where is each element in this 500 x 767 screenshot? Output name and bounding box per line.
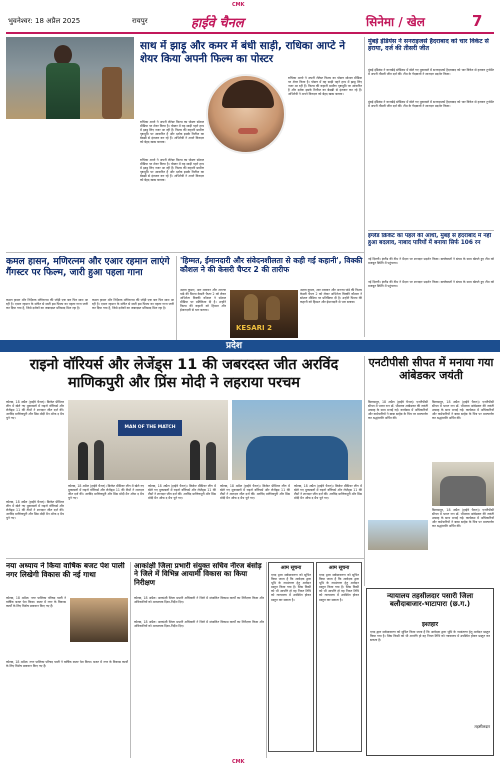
ntpc-body-3: बिलासपुर, 18 अप्रैल (हाईवे चैनल)। एनटीपीसी सीपत में भारत रत्न डॉ. भीमराव आंबेडकर की जयंती उत्साह के साथ मनाई गई। कार्यक्रम में अधिकारियों और कर्मचारियों ने बाबा साहेब के चित्र पर माल्यार्पण कर श्रद्धांजलि अर्पित की।: [432, 508, 494, 529]
divider: [368, 230, 494, 231]
actress-portrait-photo: [206, 74, 286, 154]
pradesh-body-4: कोरबा, 18 अप्रैल (हाईवे चैनल)। क्रिकेट प्रीमियर लीग में खेले गए मुकाबलों में राइनो वॉरियर्स और लेजेंड्स 11 की टीमों ने शानदार जीत दर्ज की। अरविंद माणिकपुरी और प्रिंस मोदी मैन ऑफ द मैच चुने गए।: [220, 484, 290, 501]
rahman-body-2: कमल हासन और निर्देशक मणिरत्नम की जोड़ी एक बार फिर साथ आ रही है। एआर रहमान के संगीत से सजी इस फिल्म का पहला गाना जारी कर दिया गया है, जिसे दर्शकों का जबरदस्त प्रतिसाद मिल रहा है।: [92, 298, 174, 311]
kesari-body: अक्षय कुमार, आर माधवन और अनन्या पांडे की फिल्म केसरी चैप्टर 2 को लेकर अभिनेता विक्की कौशल ने सोशल मीडिया पर प्रतिक्रिया दी है। उन्होंने फिल्म की कहानी को हिम्मत और ईमानदारी से भरा बताया।: [180, 288, 226, 313]
divider: [364, 356, 365, 586]
notice-title-1: आम सूचना: [280, 565, 302, 571]
side-headline-mi: मुंबई इंडियंस ने सनराइजर्स हैदराबाद को चार विकेट से हराया, दर्ज की तीसरी जीत: [368, 38, 489, 53]
pradesh-headline: राइनो वॉरियर्स और लेजेंड्स 11 की जबरदस्त जीत अरविंद माणिकपुरी और प्रिंस मोदी ने लहराया परचम: [29, 357, 339, 391]
notice-box-2: [316, 562, 362, 752]
pradesh-body-1: कोरबा, 18 अप्रैल (हाईवे चैनल)। क्रिकेट प्रीमियर लीग में खेले गए मुकाबलों में राइनो वॉरियर्स और लेजेंड्स 11 की टीमों ने शानदार जीत दर्ज की। अरविंद माणिकपुरी और प्रिंस मोदी मैन ऑफ द मैच चुने गए।: [6, 400, 64, 421]
cinema-body-lower: राधिका आप्टे ने अपनी लेटेस्ट फिल्म का पोस्टर सोशल मीडिया पर शेयर किया है। पोस्टर में वह साड़ी पहने हाथ में झाड़ू लिए नजर आ रही हैं। फिल्म की कहानी ग्रामीण पृष्ठभूमि पर आधारित है और दर्शक इसके रिलीज का बेसब्री से इंतजार कर रहे हैं। अभिनेत्री ने अपने किरदार को बेहद खास बताया।: [140, 158, 204, 183]
bottom-logo: CMK: [232, 759, 245, 765]
masthead-city: रायपुर: [132, 17, 148, 25]
pradesh-body-6: कोरबा, 18 अप्रैल (हाईवे चैनल)। क्रिकेट प्रीमियर लीग में खेले गए मुकाबलों में राइनो वॉरियर्स और लेजेंड्स 11 की टीमों ने शानदार जीत दर्ज की। अरविंद माणिकपुरी और प्रिंस मोदी मैन ऑफ द मैच चुने गए।: [6, 500, 64, 521]
paper-logo: हाईवे चैनल: [191, 16, 244, 31]
notice-box-1: [268, 562, 314, 752]
pradesh-body-5: कोरबा, 18 अप्रैल (हाईवे चैनल)। क्रिकेट प्रीमियर लीग में खेले गए मुकाबलों में राइनो वॉरियर्स और लेजेंड्स 11 की टीमों ने शानदार जीत दर्ज की। अरविंद माणिकपुरी और प्रिंस मोदी मैन ऑफ द मैच चुने गए।: [294, 484, 362, 501]
pms-body: कोरबा, 18 अप्रैल। आकांक्षी जिला प्रभारी अधिकारी ने जिले में संचालित विकास कार्यों का निरीक्षण किया और अधिकारियों को आवश्यक दिशा-निर्देश दिए।: [134, 596, 264, 605]
pradesh-body-2: कोरबा, 18 अप्रैल (हाईवे चैनल)। क्रिकेट प्रीमियर लीग में खेले गए मुकाबलों में राइनो वॉरियर्स और लेजेंड्स 11 की टीमों ने शानदार जीत दर्ज की। अरविंद माणिकपुरी और प्रिंस मोदी मैन ऑफ द मैच चुने गए।: [68, 484, 144, 501]
rahman-headline: कमल हासन, मणिरत्नम और एआर रहमान लाएंगे गैंगस्टर पर फिल्म, जारी हुआ पहला गाना: [6, 256, 170, 278]
kesari-poster-title: KESARI 2: [236, 324, 272, 332]
pms-headline: आकांक्षी जिला प्रभारी संयुक्त सचिव नीरज बंसोड़ ने जिले में विभिन्न आयामी विकास का किया निरीक्षण: [134, 562, 262, 587]
ntpc-body-1: बिलासपुर, 18 अप्रैल (हाईवे चैनल)। एनटीपीसी सीपत में भारत रत्न डॉ. भीमराव आंबेडकर की जयंती उत्साह के साथ मनाई गई। कार्यक्रम में अधिकारियों और कर्मचारियों ने बाबा साहेब के चित्र पर माल्यार्पण कर श्रद्धांजलि अर्पित की।: [368, 400, 428, 421]
rahman-body: कमल हासन और निर्देशक मणिरत्नम की जोड़ी एक बार फिर साथ आ रही है। एआर रहमान के संगीत से सजी इस फिल्म का पहला गाना जारी कर दिया गया है, जिसे दर्शकों का जबरदस्त प्रतिसाद मिल रहा है।: [6, 298, 88, 311]
court-seal: तहसीलदार: [474, 724, 490, 729]
ntpc-group-photo: [368, 520, 428, 550]
ntpc-event-photo: [432, 462, 494, 506]
pms-body-2: कोरबा, 18 अप्रैल। आकांक्षी जिला प्रभारी अधिकारी ने जिले में संचालित विकास कार्यों का निरीक्षण किया और अधिकारियों को आवश्यक दिशा-निर्देश दिए।: [134, 620, 264, 629]
notice-body-1: एतद द्वारा सर्वसाधारण को सूचित किया जाता है कि आवेदक द्वारा भूमि के नामांतरण हेतु आवेदन प्रस्तुत किया गया है। जिस किसी को भी आपत्ति हो वह नियत तिथि को न्यायालय में उपस्थित होकर प्रस्तुत कर सकता है।: [271, 573, 311, 602]
court-notice: [366, 588, 494, 756]
kesari-body-2: अक्षय कुमार, आर माधवन और अनन्या पांडे की फिल्म केसरी चैप्टर 2 को लेकर अभिनेता विक्की कौशल ने सोशल मीडिया पर प्रतिक्रिया दी है। उन्होंने फिल्म की कहानी को हिम्मत और ईमानदारी से भरा बताया।: [300, 288, 362, 305]
masthead-band: [6, 10, 494, 34]
divider: [176, 256, 177, 340]
ishtahar-title: इश्तहार: [421, 621, 439, 628]
side-headline-england: इंग्लैंड क्रिकेट का पहले की आंधी, मुंबई से हैदराबाद में नहीं हुआ बदलाव, नाबाद पारियों में बनाया सिर्फ 106 रन: [368, 233, 492, 246]
udyog-portrait-photo: [70, 598, 128, 642]
divider: [266, 562, 267, 758]
page-number: 7: [472, 12, 483, 30]
cinema-body-lower-2: राधिका आप्टे ने अपनी लेटेस्ट फिल्म का पोस्टर सोशल मीडिया पर शेयर किया है। पोस्टर में वह साड़ी पहने हाथ में झाड़ू लिए नजर आ रही हैं। फिल्म की कहानी ग्रामीण पृष्ठभूमि पर आधारित है और दर्शक इसके रिलीज का बेसब्री से इंतजार कर रहे हैं। अभिनेत्री ने अपने किरदार को बेहद खास बताया।: [140, 120, 204, 145]
award-banner: MAN OF THE MATCH: [118, 420, 182, 436]
court-body: एतद द्वारा सर्वसाधारण को सूचित किया जाता है कि आवेदक द्वारा भूमि के नामांतरण हेतु आवेदन प्रस्तुत किया गया है। जिस किसी को भी आपत्ति हो वह नियत तिथि को न्यायालय में उपस्थित होकर प्रस्तुत कर सकता है।: [370, 630, 490, 643]
ntpc-body-2: बिलासपुर, 18 अप्रैल (हाईवे चैनल)। एनटीपीसी सीपत में भारत रत्न डॉ. भीमराव आंबेडकर की जयंती उत्साह के साथ मनाई गई। कार्यक्रम में अधिकारियों और कर्मचारियों ने बाबा साहेब के चित्र पर माल्यार्पण कर श्रद्धांजलि अर्पित की।: [432, 400, 494, 421]
cinema-body: राधिका आप्टे ने अपनी लेटेस्ट फिल्म का पोस्टर सोशल मीडिया पर शेयर किया है। पोस्टर में वह साड़ी पहने हाथ में झाड़ू लिए नजर आ रही हैं। फिल्म की कहानी ग्रामीण पृष्ठभूमि पर आधारित है और दर्शक इसके रिलीज का बेसब्री से इंतजार कर रहे हैं। अभिनेत्री ने अपने किरदार को बेहद खास बताया।: [288, 76, 362, 97]
actress-saree-photo: [6, 37, 134, 119]
side-body-england: नई दिल्ली। इंग्लैंड की टीम ने मैदान पर शानदार प्रदर्शन किया। बल्लेबाजों ने संयम के साथ खेलते हुए टीम को मजबूत स्थिति में पहुंचाया।: [368, 257, 494, 266]
divider: [6, 558, 364, 559]
court-headline: न्यायालय तहसीलदार पसारी जिला बलौदाबाजार-भाटापारा (छ.ग.): [386, 592, 474, 609]
side-body-mi: मुंबई इंडियंस ने वानखेड़े स्टेडियम में खेले गए मुकाबले में सनराइजर्स हैदराबाद को चार विकेट से हराकर टूर्नामेंट में अपनी तीसरी जीत दर्ज की। टीम के गेंदबाजों ने शानदार प्रदर्शन किया।: [368, 68, 494, 77]
notice-body-2: एतद द्वारा सर्वसाधारण को सूचित किया जाता है कि आवेदक द्वारा भूमि के नामांतरण हेतु आवेदन प्रस्तुत किया गया है। जिस किसी को भी आपत्ति हो वह नियत तिथि को न्यायालय में उपस्थित होकर प्रस्तुत कर सकता है।: [319, 573, 359, 602]
masthead-date: भुवनेश्वर: 18 अप्रैल 2025: [8, 17, 81, 25]
pradesh-band: [0, 340, 500, 352]
divider: [364, 37, 365, 337]
udyog-headline: नया अध्याय ने किया वार्षिक बजट पेश पाली नगर लिखेगी विकास की नई गाथा: [6, 562, 125, 579]
top-logo: CMK: [232, 2, 245, 8]
kesari-headline: 'हिम्मत, ईमानदारी और संवेदनशीलता से कही गई कहानी', विक्की कौशल ने की केसरी चैप्टर 2 की तारीफ: [180, 256, 363, 274]
pradesh-label: प्रदेश: [226, 341, 243, 351]
section-label: सिनेमा / खेल: [366, 15, 425, 29]
divider: [6, 252, 364, 253]
kesari-poster-photo: [230, 290, 298, 338]
cricket-team-photo: [232, 400, 362, 480]
cricket-award-photo: [68, 400, 228, 480]
side-body-england-2: नई दिल्ली। इंग्लैंड की टीम ने मैदान पर शानदार प्रदर्शन किया। बल्लेबाजों ने संयम के साथ खेलते हुए टीम को मजबूत स्थिति में पहुंचाया।: [368, 280, 494, 289]
udyog-body-2: कोरबा, 18 अप्रैल। नगर पालिका परिषद पाली ने वार्षिक बजट पेश किया। बजट में नगर के विकास कार्यों के लिए विशेष प्रावधान किए गए हैं।: [6, 660, 128, 669]
side-body-mi-2: मुंबई इंडियंस ने वानखेड़े स्टेडियम में खेले गए मुकाबले में सनराइजर्स हैदराबाद को चार विकेट से हराकर टूर्नामेंट में अपनी तीसरी जीत दर्ज की। टीम के गेंदबाजों ने शानदार प्रदर्शन किया।: [368, 100, 494, 109]
ntpc-headline: एनटीपीसी सीपत में मनाया गया आंबेडकर जयंती: [368, 356, 494, 382]
pradesh-body-3: कोरबा, 18 अप्रैल (हाईवे चैनल)। क्रिकेट प्रीमियर लीग में खेले गए मुकाबलों में राइनो वॉरियर्स और लेजेंड्स 11 की टीमों ने शानदार जीत दर्ज की। अरविंद माणिकपुरी और प्रिंस मोदी मैन ऑफ द मैच चुने गए।: [148, 484, 216, 501]
cinema-headline: साथ में झाड़ू और कमर में बंधी साड़ी, राधिका आप्टे ने शेयर किया अपनी फिल्म का पोस्टर: [140, 40, 346, 65]
notice-title-2: आम सूचना: [328, 565, 350, 571]
udyog-body: कोरबा, 18 अप्रैल। नगर पालिका परिषद पाली ने वार्षिक बजट पेश किया। बजट में नगर के विकास कार्यों के लिए विशेष प्रावधान किए गए हैं।: [6, 596, 66, 609]
divider: [130, 562, 131, 758]
